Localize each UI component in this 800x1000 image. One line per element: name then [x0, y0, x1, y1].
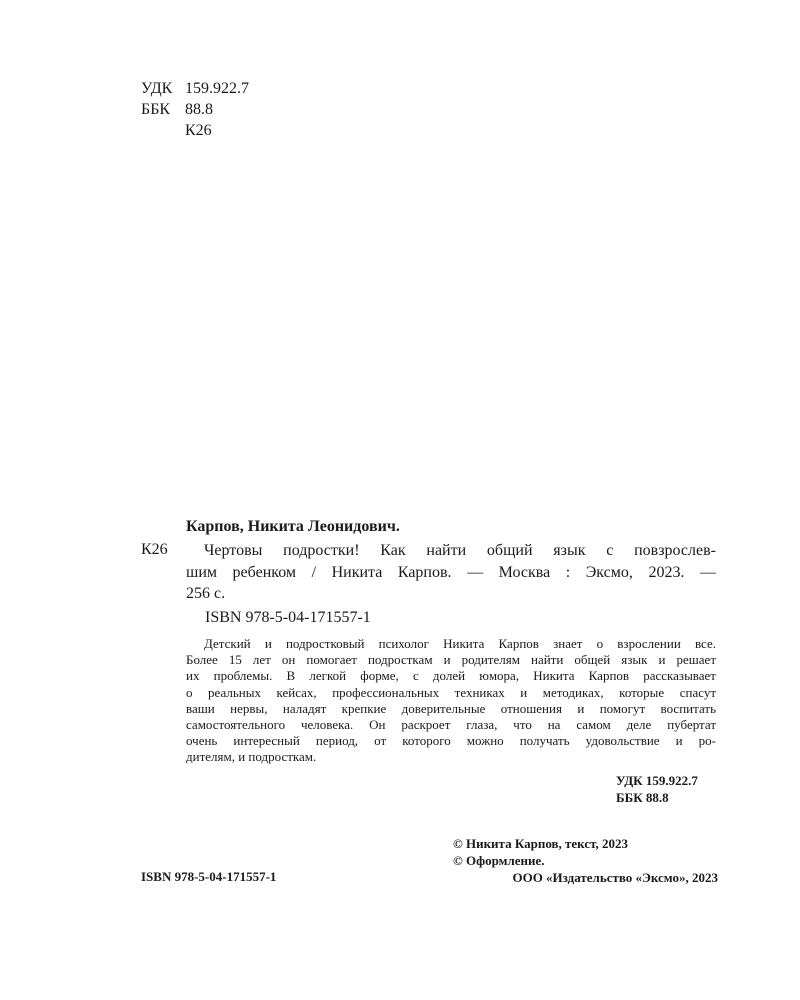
record-author-code: К26 [141, 541, 168, 558]
record-author: Карпов, Никита Леонидович. [186, 518, 400, 535]
bbk-label: ББК [141, 101, 171, 118]
annotation-line: очень интересный период, от которого можно получать удовольствие и ро- [186, 733, 716, 749]
title-line-3: 256 с. [186, 585, 226, 602]
bbk-row [141, 99, 301, 120]
title-line-2: шим ребенком / Никита Карпов. — Москва : Эксмо, 2023. — [186, 563, 716, 581]
top-classification [141, 78, 301, 141]
author-code-row [141, 120, 301, 141]
annotation [186, 636, 716, 766]
udk-label: УДК [141, 80, 173, 97]
publisher: ООО «Издательство «Эксмо», 2023 [512, 870, 718, 885]
annotation-line: ваши нервы, наладят крепкие доверительные отношения и помогут воспитать [186, 700, 716, 716]
bottom-bbk: ББК 88.8 [616, 790, 669, 805]
annotation-line: самостоятельного человека. Он раскроет глаза, что на самом деле пубертат [186, 717, 716, 733]
copyright-text: © Никита Карпов, текст, 2023 [453, 836, 629, 851]
copyright-design: © Оформление. [453, 853, 545, 868]
title-line-1: Чертовы подростки! Как найти общий язык с повзрослев- [204, 542, 716, 559]
annotation-line: Более 15 лет он помогает подросткам и родителям найти общей язык и решает [186, 652, 716, 668]
annotation-line: Детский и подростковый психолог Никита Карпов знает о взрослении все. [204, 636, 716, 651]
bbk-value: 88.8 [185, 101, 213, 118]
bottom-udk: УДК 159.922.7 [616, 773, 698, 788]
annotation-line: их проблемы. В легкой форме, с долей юмора, Никита Карпов рассказывает [186, 668, 716, 684]
udk-value: 159.922.7 [185, 80, 249, 97]
annotation-line: дителям, и подросткам. [186, 749, 317, 765]
footer-isbn: ISBN 978-5-04-171557-1 [141, 869, 277, 884]
record-title [186, 540, 716, 605]
bottom-classification [616, 772, 726, 806]
author-code-top: К26 [185, 122, 212, 139]
udk-row [141, 78, 301, 99]
copyright-block [453, 835, 718, 886]
annotation-line: о реальных кейсах, профессиональных техниках и методиках, которые спасут [186, 684, 716, 700]
record-isbn: ISBN 978-5-04-171557-1 [205, 609, 371, 626]
